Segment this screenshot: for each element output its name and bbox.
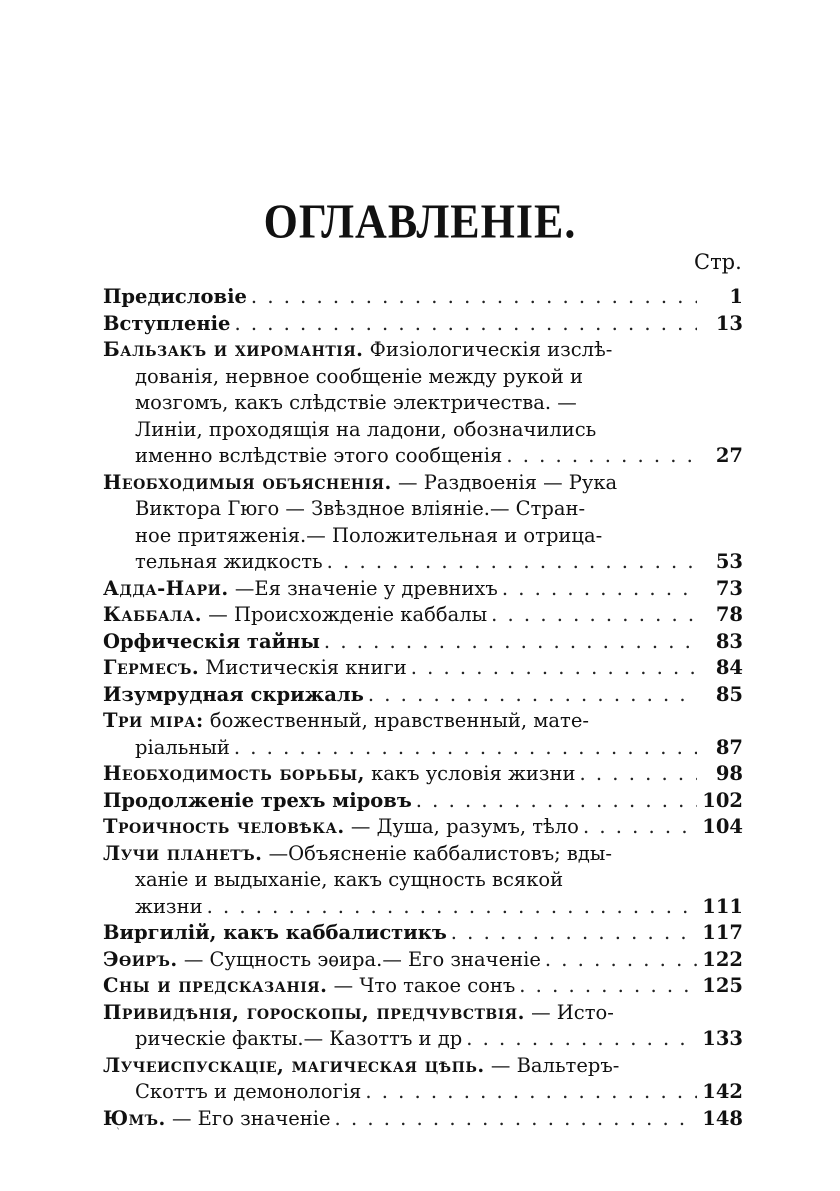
toc-line: [103, 311, 743, 338]
dot-leader: [502, 576, 697, 603]
toc-entry-heading: Три міра:: [103, 709, 204, 732]
page-number: 133: [702, 1027, 743, 1050]
toc-entry-text: ріальный: [135, 735, 230, 759]
toc-entry: [103, 1000, 743, 1053]
toc-line: [103, 364, 743, 391]
toc-entry: [103, 788, 743, 815]
toc-text: [135, 417, 596, 444]
dot-leader: [416, 788, 697, 815]
toc-entry: [103, 682, 743, 709]
toc-line: [103, 1026, 743, 1053]
page-number: 102: [702, 788, 743, 812]
toc-entry-heading: Лучеиспускаціе, магическая цѣпь.: [103, 1053, 485, 1077]
toc-entry: [103, 311, 743, 338]
page-number: 85: [715, 682, 743, 706]
toc-entry: [103, 1053, 743, 1106]
page-number: 117: [702, 921, 743, 944]
toc-entry-text: Линіи, проходящія на ладони, обозначились: [135, 417, 597, 441]
page-column-label: Стр.: [694, 250, 742, 274]
toc-entry: [103, 841, 743, 921]
dot-leader: [583, 814, 697, 841]
toc-text: [135, 894, 203, 921]
toc-text: [103, 682, 364, 709]
toc-entry: [103, 337, 743, 470]
page-number: 1: [729, 285, 743, 308]
dot-leader: [545, 947, 697, 974]
toc-entry-text: Изумрудная скрижаль: [103, 682, 364, 706]
toc-text: [103, 1053, 619, 1080]
toc-entry-text: божественный, нравственный, мате-: [203, 709, 589, 732]
page-number: 27: [715, 444, 743, 467]
toc-entry-text: — Раздвоенія — Рука: [391, 470, 618, 494]
toc-line: [103, 576, 743, 603]
toc-text: [135, 549, 323, 576]
toc-text: [103, 1106, 331, 1133]
toc-entry-text: дованія, нервное сообщеніе между рукой и: [135, 364, 583, 388]
toc-entry-text: Мистическія книги: [199, 656, 407, 679]
toc-text: [103, 1000, 614, 1027]
dot-leader: [368, 682, 697, 709]
page-number: 78: [715, 603, 743, 626]
toc-entry-text: ное притяженія.— Положительная и отрица-: [135, 523, 603, 547]
toc-line: [103, 523, 743, 550]
toc-line: [103, 470, 743, 497]
toc-text: [103, 841, 612, 868]
toc-line: [103, 708, 743, 735]
toc-entry: [103, 708, 743, 761]
toc-line: [103, 629, 743, 656]
toc-text: [135, 1026, 462, 1053]
dot-leader: [491, 602, 697, 629]
toc-entry-heading: Бальзакъ и хиромантія.: [103, 338, 364, 361]
toc-text: [103, 470, 617, 497]
print-speck: `: [116, 1128, 121, 1139]
dot-leader: [234, 311, 697, 338]
dot-leader: [207, 894, 697, 921]
toc-line: [103, 417, 743, 444]
toc-entry: [103, 1106, 743, 1133]
dot-leader: [234, 735, 697, 762]
toc-entry: [103, 602, 743, 629]
toc-entry-heading: Юмъ.: [103, 1106, 166, 1130]
toc-entry-text: жизни: [135, 894, 203, 918]
toc-entry-text: Вступленіе: [103, 311, 231, 335]
toc-entry-text: — Сущность эѳира.— Его значеніе: [177, 947, 541, 971]
page-number: 83: [715, 629, 743, 653]
dot-leader: [324, 629, 697, 656]
toc-line: [103, 682, 743, 709]
toc-text: [135, 390, 577, 417]
page-number: 87: [715, 735, 743, 759]
toc-text: [103, 708, 589, 735]
toc-entry-text: мозгомъ, какъ слѣдствіе электричества. —: [135, 391, 577, 414]
toc-entry: [103, 655, 743, 682]
page-number: 142: [702, 1080, 743, 1103]
toc-entry: [103, 284, 743, 311]
toc-entry-heading: Каббала.: [103, 603, 203, 626]
page-number: 148: [702, 1106, 743, 1130]
dot-leader: [327, 549, 697, 576]
toc-entry-text: Скоттъ и демонологія: [135, 1080, 362, 1103]
toc-entry-text: Виргилій, какъ каббалистикъ: [103, 921, 447, 944]
page-number: 73: [715, 576, 743, 600]
page-number: 104: [702, 815, 743, 838]
toc-entry: [103, 629, 743, 656]
toc-line: [103, 655, 743, 682]
toc-entry: [103, 761, 743, 788]
dot-leader: [335, 1106, 697, 1133]
toc-entry-heading: Привидѣнія, гороскопы, предчувствія.: [103, 1000, 525, 1024]
toc-entry-text: рическіе факты.— Казоттъ и др: [135, 1027, 463, 1050]
toc-text: [103, 602, 487, 629]
toc-entry-text: — Вальтеръ-: [484, 1053, 620, 1077]
toc-text: [103, 284, 247, 311]
toc-entry-text: — Его значеніе: [165, 1106, 331, 1130]
toc-text: [103, 814, 579, 841]
toc-line: [103, 894, 743, 921]
toc-entry-text: — Исто-: [524, 1000, 614, 1024]
toc-entry: [103, 814, 743, 841]
toc-entry-text: Предисловіе: [103, 285, 247, 308]
toc-entry-text: Физіологическія изслѣ-: [363, 338, 613, 361]
toc-entry-text: —Объясненіе каббалистовъ; вды-: [262, 841, 612, 865]
toc-entry-heading: Лучи планетъ.: [103, 841, 263, 865]
toc-text: [103, 311, 230, 338]
toc-line: [103, 761, 743, 788]
toc-text: [103, 920, 447, 947]
toc-entry-text: Орфическія тайны: [103, 629, 320, 653]
toc-entry-heading: Необходимость борьбы,: [103, 762, 365, 785]
toc-line: [103, 496, 743, 523]
toc-entry: [103, 576, 743, 603]
dot-leader: [519, 973, 697, 1000]
toc-text: [103, 337, 612, 364]
toc-text: [135, 1079, 361, 1106]
toc-line: [103, 947, 743, 974]
toc-entry-text: Виктора Гюго — Звѣздное вліяніе.— Стран-: [135, 497, 586, 520]
dot-leader: [506, 443, 697, 470]
toc-line: [103, 973, 743, 1000]
toc-text: [103, 788, 412, 815]
toc-entry-heading: Гермесъ.: [103, 656, 200, 679]
toc-entry: [103, 470, 743, 576]
page-number: 53: [715, 550, 743, 573]
toc-line: [103, 549, 743, 576]
toc-text: [135, 867, 563, 894]
toc-text: [103, 947, 541, 974]
toc-line: [103, 735, 743, 762]
toc-line: [103, 814, 743, 841]
page-title: ОГЛАВЛЕНІЕ.: [263, 194, 577, 249]
table-of-contents: [103, 284, 743, 1132]
toc-text: [135, 364, 583, 391]
page-number: 13: [715, 311, 743, 335]
toc-line: [103, 867, 743, 894]
toc-text: [135, 735, 230, 762]
page-number: 111: [702, 894, 743, 918]
toc-line: [103, 1000, 743, 1027]
toc-line: [103, 1079, 743, 1106]
toc-entry-heading: Троичность человѣка.: [103, 815, 345, 838]
dot-leader: [451, 920, 697, 947]
toc-entry: [103, 947, 743, 974]
toc-text: [103, 576, 498, 603]
toc-entry: [103, 973, 743, 1000]
toc-entry-text: ханіе и выдыханіе, какъ сущность всякой: [135, 868, 564, 891]
toc-entry-text: — Происхожденіе каббалы: [202, 603, 488, 626]
dot-leader: [580, 761, 697, 788]
toc-text: [135, 443, 502, 470]
toc-line: [103, 1053, 743, 1080]
toc-entry: [103, 920, 743, 947]
toc-entry-text: —Ея значеніе у древнихъ: [228, 576, 498, 600]
toc-entry-heading: Эѳиръ.: [103, 947, 178, 971]
toc-entry-text: — Душа, разумъ, тѣло: [344, 815, 579, 838]
toc-text: [135, 496, 585, 523]
dot-leader: [251, 284, 697, 311]
dot-leader: [411, 655, 697, 682]
page-number: 125: [702, 974, 743, 997]
toc-line: [103, 841, 743, 868]
toc-text: [103, 629, 320, 656]
toc-line: [103, 337, 743, 364]
toc-line: [103, 920, 743, 947]
toc-entry-text: именно вслѣдствіе этого сообщенія: [135, 444, 503, 467]
dot-leader: [466, 1026, 697, 1053]
toc-line: [103, 443, 743, 470]
toc-entry-heading: Сны и предсказанія.: [103, 974, 328, 997]
dot-leader: [365, 1079, 697, 1106]
toc-entry-text: — Что такое сонъ: [327, 974, 516, 997]
toc-text: [103, 973, 515, 1000]
toc-entry-heading: Необходимыя объясненія.: [103, 470, 392, 494]
toc-line: [103, 788, 743, 815]
toc-text: [103, 761, 576, 788]
toc-line: [103, 602, 743, 629]
page-number: 84: [715, 656, 743, 679]
toc-line: [103, 1106, 743, 1133]
toc-line: [103, 284, 743, 311]
toc-text: [103, 655, 407, 682]
toc-entry-text: какъ условія жизни: [364, 762, 576, 785]
toc-line: [103, 390, 743, 417]
page-number: 98: [715, 762, 743, 785]
toc-entry-heading: Адда-Нари.: [103, 576, 229, 600]
toc-entry-text: тельная жидкость: [135, 550, 323, 573]
toc-entry-text: Продолженіе трехъ міровъ: [103, 788, 412, 812]
toc-text: [135, 523, 602, 550]
page-number: 122: [702, 947, 743, 971]
